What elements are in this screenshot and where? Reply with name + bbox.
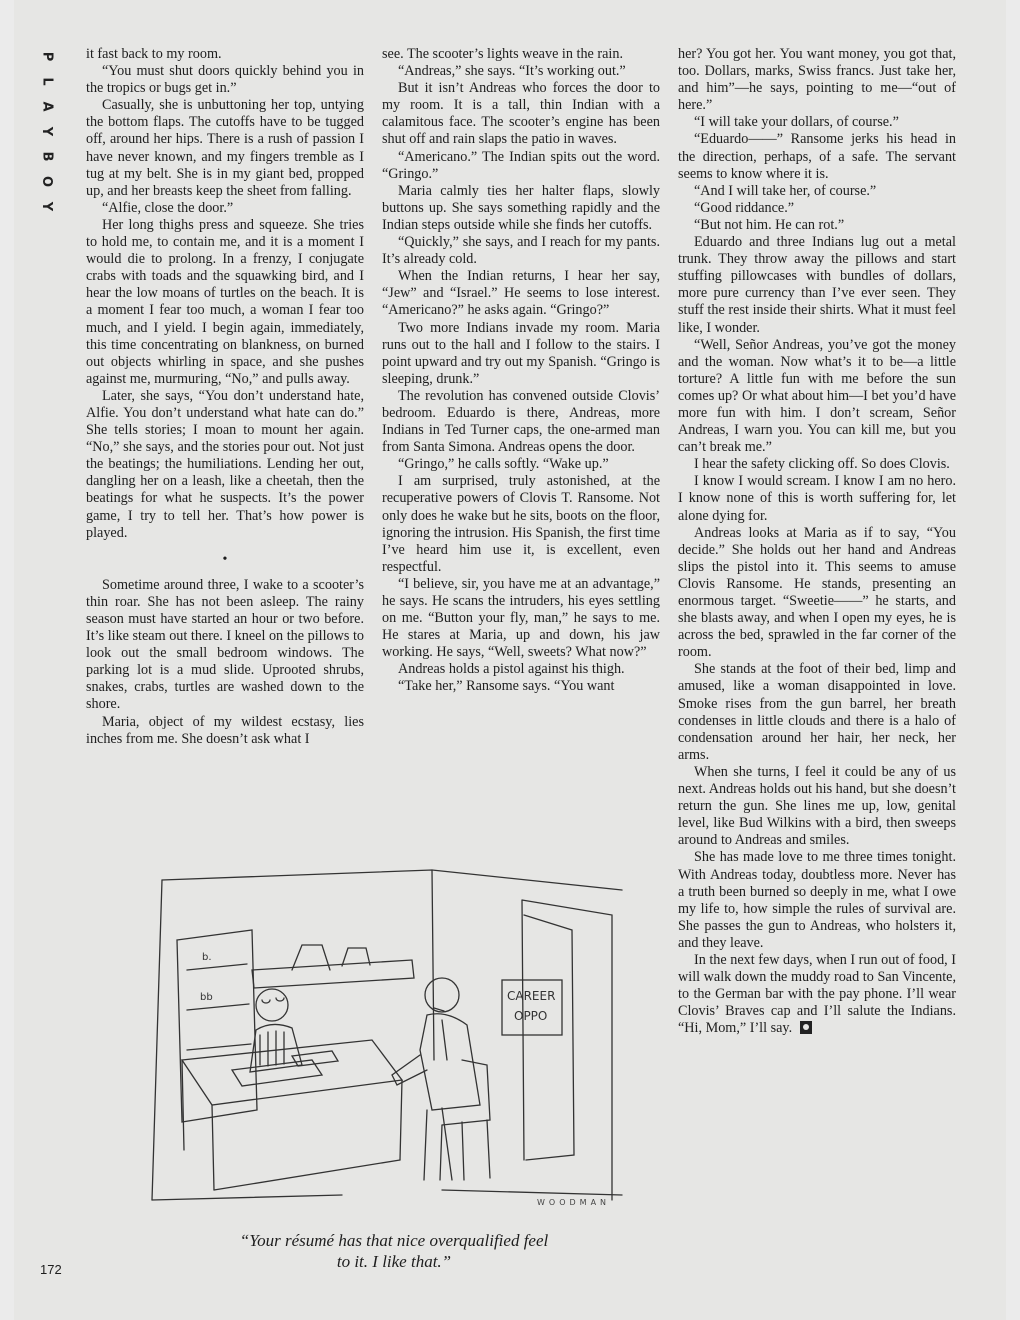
page-number: 172 xyxy=(40,1262,62,1277)
masthead-letter: B xyxy=(39,151,55,162)
paragraph: “Americano.” The Indian spits out the word. “Gringo.” xyxy=(382,148,660,182)
paragraph: Casually, she is unbuttoning her top, untying the bottom flaps. The cutoffs have to be tugged off, around her hips. There is a rush of passion I have never known, and my fingers tremble as I tug at my belt. She is in my giant bed, propped up, and her breasts keep the sheet from falling. xyxy=(86,97,364,199)
paragraph: I am surprised, truly astonished, at the recuperative powers of Clovis T. Ransome. Not only does he wake but he sits, boots on the floor, ignoring the intrusion. His Spanish, the first time I’ve heard him use it, is excellent, even respectful. xyxy=(382,473,660,575)
masthead-letter: P xyxy=(39,51,55,62)
paragraph: see. The scooter’s lights weave in the rain. xyxy=(382,46,623,62)
paragraph: I hear the safety clicking off. So does Clovis. xyxy=(694,456,950,473)
caption-line-2: to it. I like that.” xyxy=(336,1252,452,1271)
paragraph: “Well, Señor Andreas, you’ve got the money and the woman. Now what’s it to be—a little torture? A little fun with me before the sun comes up? Or what about him—I bet you’d have more fun with him. I don’t scream, Señor Andreas, I warn you. You can kill me, but you can’t break me.” xyxy=(678,336,956,456)
paragraph: Maria calmly ties her halter flaps, slowly buttons up. She says something rapidly and the Indian steps outside while she finds her cutoffs. xyxy=(382,182,660,233)
paragraph xyxy=(678,952,956,1037)
paragraph: her? You got her. You want money, you got that, too. Dollars, marks, Swiss francs. Just take her, and him”—he says, pointing to me—“out of here.” xyxy=(678,46,956,114)
paragraph: Her long thighs press and squeeze. She tries to hold me, to contain me, and it is a moment I would die to prolong. In a frenzy, I conjugate crabs with toads and the squawking bird, and I hear the low moans of turtles on the beach. It is a moment I fear too much, a woman I fear too much, and I yield. I begin again, immediately, this time concentrating on blankness, on burned out objects whirling in space, and she pushes against me, murmuring, “No,” and pulls away. xyxy=(86,216,364,387)
masthead-vertical xyxy=(36,50,58,213)
text-column-3 xyxy=(678,46,956,1256)
paragraph: Maria, object of my wildest ecstasy, lies inches from me. She doesn’t ask what I xyxy=(86,713,364,747)
paragraph: it fast back to my room. xyxy=(86,46,222,62)
section-spacer xyxy=(86,568,364,577)
paragraph: Andreas holds a pistol against his thigh. xyxy=(398,661,625,678)
paragraph: She has made love to me three times tonight. With Andreas today, doubtless more. Never has a truth been burned so deeply in me, what I owe my life to, how simple the rules of survival are. She passes the gun to Andreas, who holsters it, and they leave. xyxy=(678,849,956,951)
masthead-letter: Y xyxy=(39,126,55,137)
paragraph: “Gringo,” he calls softly. “Wake up.” xyxy=(398,456,609,473)
masthead-letter: A xyxy=(39,101,55,112)
paragraph: I know I would scream. I know I am no hero. I know none of this is worth suffering for, let alone dying for. xyxy=(678,473,956,524)
paragraph: “Alfie, close the door.” xyxy=(102,199,234,216)
paragraph: She stands at the foot of their bed, limp and amused, like a woman disappointed in love. Smoke rises from the gun barrel, her breath condenses in little clouds and there is a halo of condensation around her hair, her neck, her arms. xyxy=(678,661,956,763)
cartoon-illustration xyxy=(142,860,642,1220)
cartoonist-signature: WOODMAN xyxy=(537,1198,611,1207)
paragraph: “I believe, sir, you have me at an advantage,” he says. He scans the intruders, his eyes settling on me. “Button your fly, man,” he says to me. He stares at Maria, up and down, his jaw working. He says, “Well, sweets? What now?” xyxy=(382,575,660,661)
text-column-2 xyxy=(382,46,660,696)
paragraph: “Take her,” Ransome says. “You want xyxy=(398,678,615,695)
door-sign-line2: OPPO xyxy=(514,1009,548,1023)
paragraph: “But not him. He can rot.” xyxy=(694,216,845,233)
final-paragraph-text: In the next few days, when I run out of food, I will walk down the muddy road to San Vincente, to the German bar with the pay phone. I’ll wear Clovis’ Braves cap and I’ll salute the Indians. “Hi, Mom,” I’ll say. xyxy=(678,951,957,1037)
svg-text:b.: b. xyxy=(202,952,212,963)
end-mark-icon xyxy=(800,1021,812,1034)
paragraph: Andreas looks at Maria as if to say, “You decide.” She holds out her hand and Andreas slips the pistol into it. This seems to amuse Clovis Ransome. He stands, presenting an enormous target. “Sweetie——” he starts, and she blasts away, and when I open my eyes, he is across the bed, sprawled in the far corner of the room. xyxy=(678,524,956,661)
section-spacer xyxy=(86,542,364,551)
paragraph: “Quickly,” she says, and I reach for my pants. It’s already cold. xyxy=(382,234,660,268)
magazine-page xyxy=(14,0,1006,1320)
paragraph: “Good riddance.” xyxy=(694,199,795,216)
svg-text:bb: bb xyxy=(200,992,213,1003)
paragraph: When the Indian returns, I hear her say, “Jew” and “Israel.” He seems to lose interest. “Americano?” he asks again. “Gringo?” xyxy=(382,268,660,319)
paragraph: Sometime around three, I wake to a scooter’s thin roar. She has not been asleep. The rainy season must have started an hour or two before. It’s like steam out there. I kneel on the pillows to look out the small bedroom windows. The parking lot is a mud slide. Uprooted shrubs, snakes, crabs, turtles are washed down to the shore. xyxy=(86,576,364,713)
masthead-letter: L xyxy=(39,77,55,86)
paragraph: “And I will take her, of course.” xyxy=(694,182,877,199)
paragraph: Two more Indians invade my room. Maria runs out to the hall and I follow to the stairs. I point upward and try out my Spanish. “Gringo is sleeping, drunk.” xyxy=(382,319,660,387)
door-sign-line1: CAREER xyxy=(507,989,556,1003)
paragraph: The revolution has convened outside Clovis’ bedroom. Eduardo is there, Andreas, more Indians in Ted Turner caps, the one-armed man from Santa Simona. Andreas opens the door. xyxy=(382,387,660,456)
paragraph: Eduardo and three Indians lug out a metal trunk. They throw away the pillows and start stuffing pillowcases with bundles of dollars, more pure currency than I’ve ever seen. They stuff the rest inside their shirts. What it must feel like, I wonder. xyxy=(678,234,956,336)
caption-line-1: “Your résumé has that nice overqualified feel xyxy=(239,1231,549,1250)
text-column-1 xyxy=(86,46,364,748)
paragraph: But it isn’t Andreas who forces the door to my room. It is a tall, thin Indian with a calamitous face. The scooter’s engine has been shut off and rain slaps the patio in waves. xyxy=(382,80,660,148)
masthead-letter: Y xyxy=(39,201,55,212)
paragraph: “Eduardo——” Ransome jerks his head in the direction, perhaps, of a safe. The servant seems to know where it is. xyxy=(678,131,956,182)
section-break-bullet: • xyxy=(222,551,228,567)
paragraph: Later, she says, “You don’t understand hate, Alfie. You don’t understand what hate can do.” She tells stories; I moan to mount her again. “No,” she says, and the stories pour out. Not just the beatings; the humiliations. Lending her out, dangling her on a leash, like a cheetah, then the beatings for what he suspects. It’s the power game, I try to tell her. That’s how power is played. xyxy=(86,387,364,541)
masthead-letter: O xyxy=(39,175,55,188)
paragraph: When she turns, I feel it could be any of us next. Andreas holds out his hand, but she doesn’t return the gun. She lines me up, low, genital level, like Bud Wilkins with a bird, then sweeps around to Andreas and smiles. xyxy=(678,763,956,849)
cartoon-caption xyxy=(124,1230,664,1272)
paragraph: “You must shut doors quickly behind you in the tropics or bugs get in.” xyxy=(86,63,364,97)
paragraph: “I will take your dollars, of course.” xyxy=(694,114,899,131)
paragraph: “Andreas,” she says. “It’s working out.” xyxy=(398,63,626,80)
